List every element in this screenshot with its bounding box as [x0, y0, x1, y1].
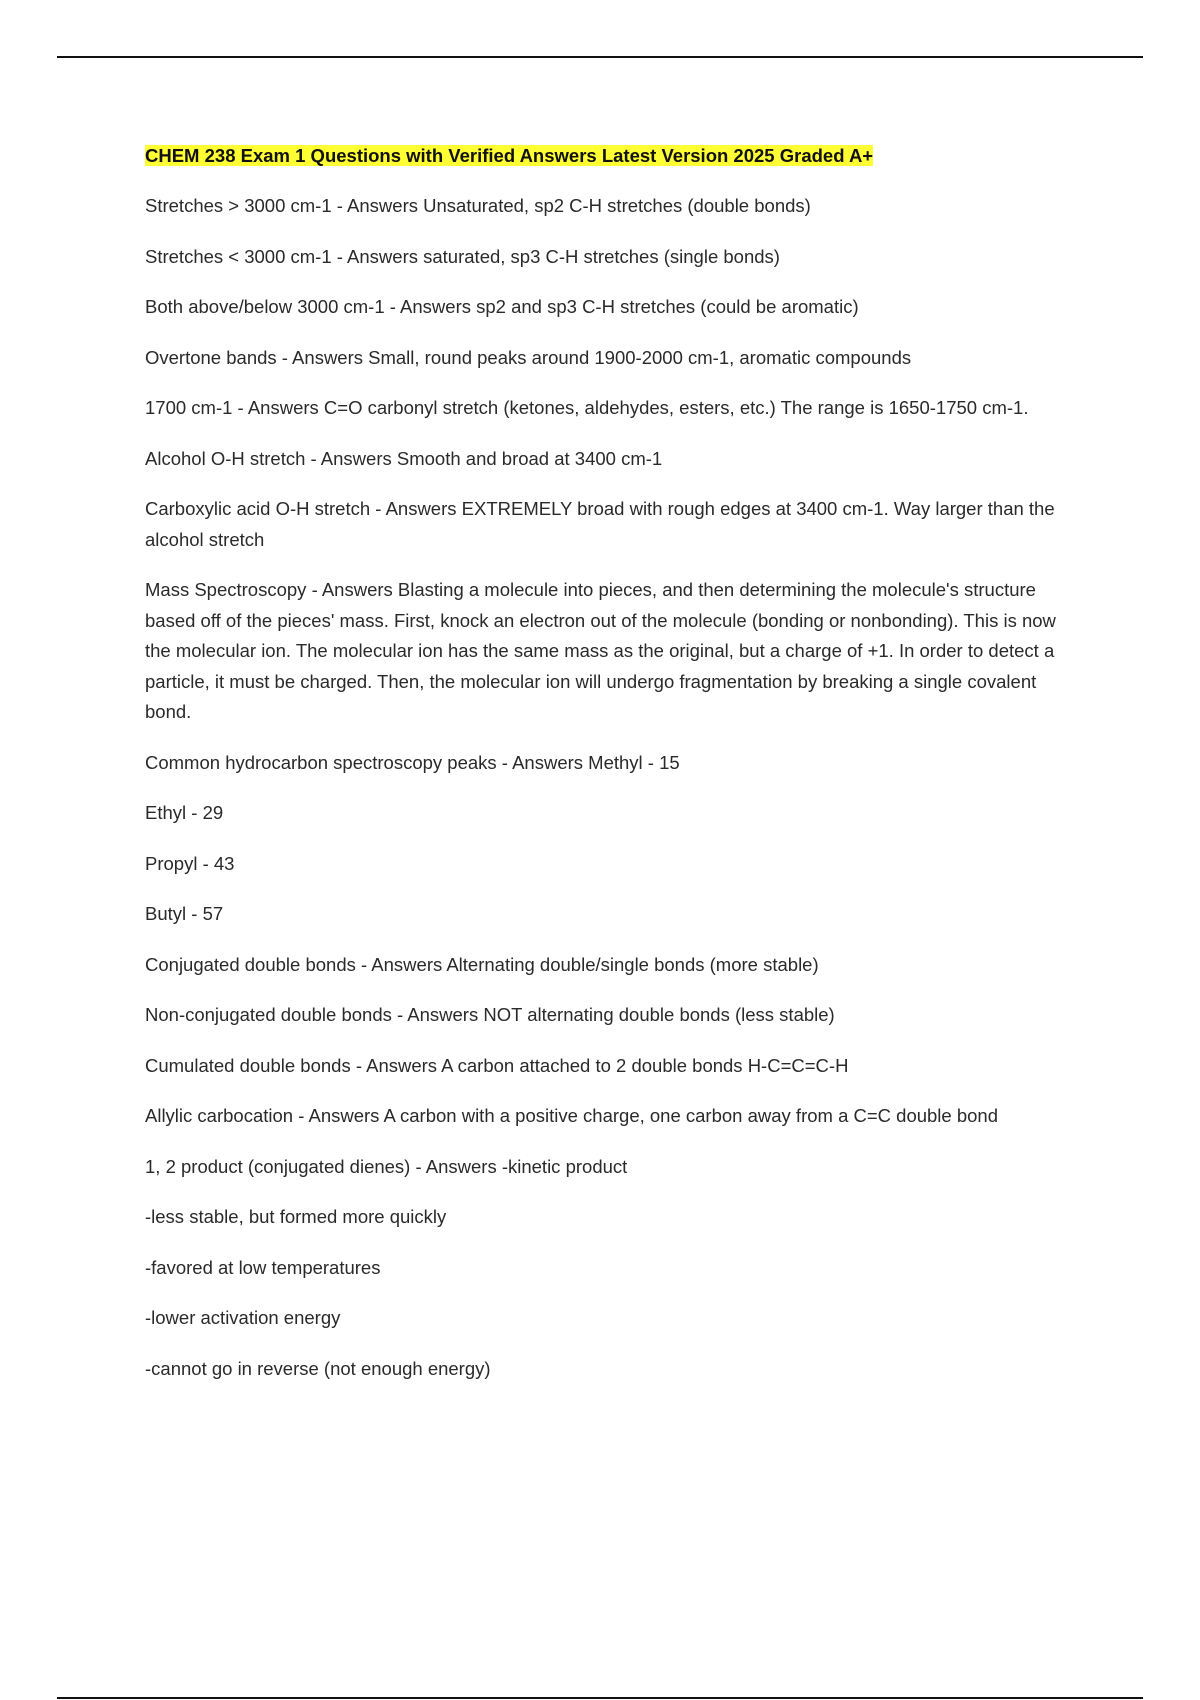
entry-mass-spectroscopy: Mass Spectroscopy - Answers Blasting a molecule into pieces, and then determining the molecule's structure based off of the pieces' mass. First, knock an electron out of the molecule (bonding or nonbonding). This is now the molecular ion. The molecular ion has the same mass as the original, but a charge of +1. In order to detect a particle, it must be charged. Then, the molecular ion will undergo fragmentation by breaking a single covalent bond. — [145, 579, 1056, 722]
entry-ethyl: Ethyl - 29 — [145, 802, 224, 823]
entry-non-conjugated: Non-conjugated double bonds - Answers NOT alternating double bonds (less stable) — [145, 1004, 835, 1025]
entry-ir-both: Both above/below 3000 cm-1 - Answers sp2 and sp3 C-H stretches (could be aromatic) — [145, 296, 859, 317]
entry-cannot-reverse: -cannot go in reverse (not enough energy) — [145, 1357, 491, 1379]
entry-conjugated: Conjugated double bonds - Answers Alternating double/single bonds (more stable) — [145, 953, 819, 975]
header-rule — [57, 56, 1143, 58]
entry-list — [145, 191, 1085, 1384]
entry-ir-below-3000: Stretches < 3000 cm-1 - Answers saturated, sp3 C-H stretches (single bonds) — [145, 245, 780, 267]
entry-12-product: 1, 2 product (conjugated dienes) - Answers -kinetic product — [145, 1155, 628, 1177]
entry-propyl: Propyl - 43 — [145, 852, 235, 874]
entry-ir-above-3000: Stretches > 3000 cm-1 - Answers Unsaturated, sp2 C-H stretches (double bonds) — [145, 195, 811, 216]
entry-allylic-carbocation: Allylic carbocation - Answers A carbon with a positive charge, one carbon away from a C=C double bond — [145, 1105, 999, 1126]
title-block — [145, 143, 1085, 171]
document-title: CHEM 238 Exam 1 Questions with Verified Answers Latest Version 2025 Graded A+ — [145, 145, 874, 166]
entry-low-temperatures: -favored at low temperatures — [145, 1256, 381, 1278]
entry-overtone-bands: Overtone bands - Answers Small, round peaks around 1900-2000 cm-1, aromatic compounds — [145, 346, 912, 368]
entry-alcohol-oh: Alcohol O-H stretch - Answers Smooth and broad at 3400 cm-1 — [145, 447, 663, 469]
entry-carboxylic-oh: Carboxylic acid O-H stretch - Answers EXTREMELY broad with rough edges at 3400 cm-1. Way larger than the alcohol stretch — [145, 498, 1055, 550]
entry-less-stable: -less stable, but formed more quickly — [145, 1206, 447, 1227]
entry-carbonyl-1700: 1700 cm-1 - Answers C=O carbonyl stretch (ketones, aldehydes, esters, etc.) The range is 1650-1750 cm-1. — [145, 397, 1029, 418]
entry-hydrocarbon-peaks: Common hydrocarbon spectroscopy peaks - Answers Methyl - 15 — [145, 751, 680, 773]
footer-rule — [57, 1697, 1143, 1699]
entry-cumulated: Cumulated double bonds - Answers A carbon attached to 2 double bonds H-C=C=C-H — [145, 1054, 849, 1076]
entry-lower-activation: -lower activation energy — [145, 1307, 341, 1328]
document-body — [145, 143, 1085, 1404]
entry-butyl: Butyl - 57 — [145, 903, 224, 924]
